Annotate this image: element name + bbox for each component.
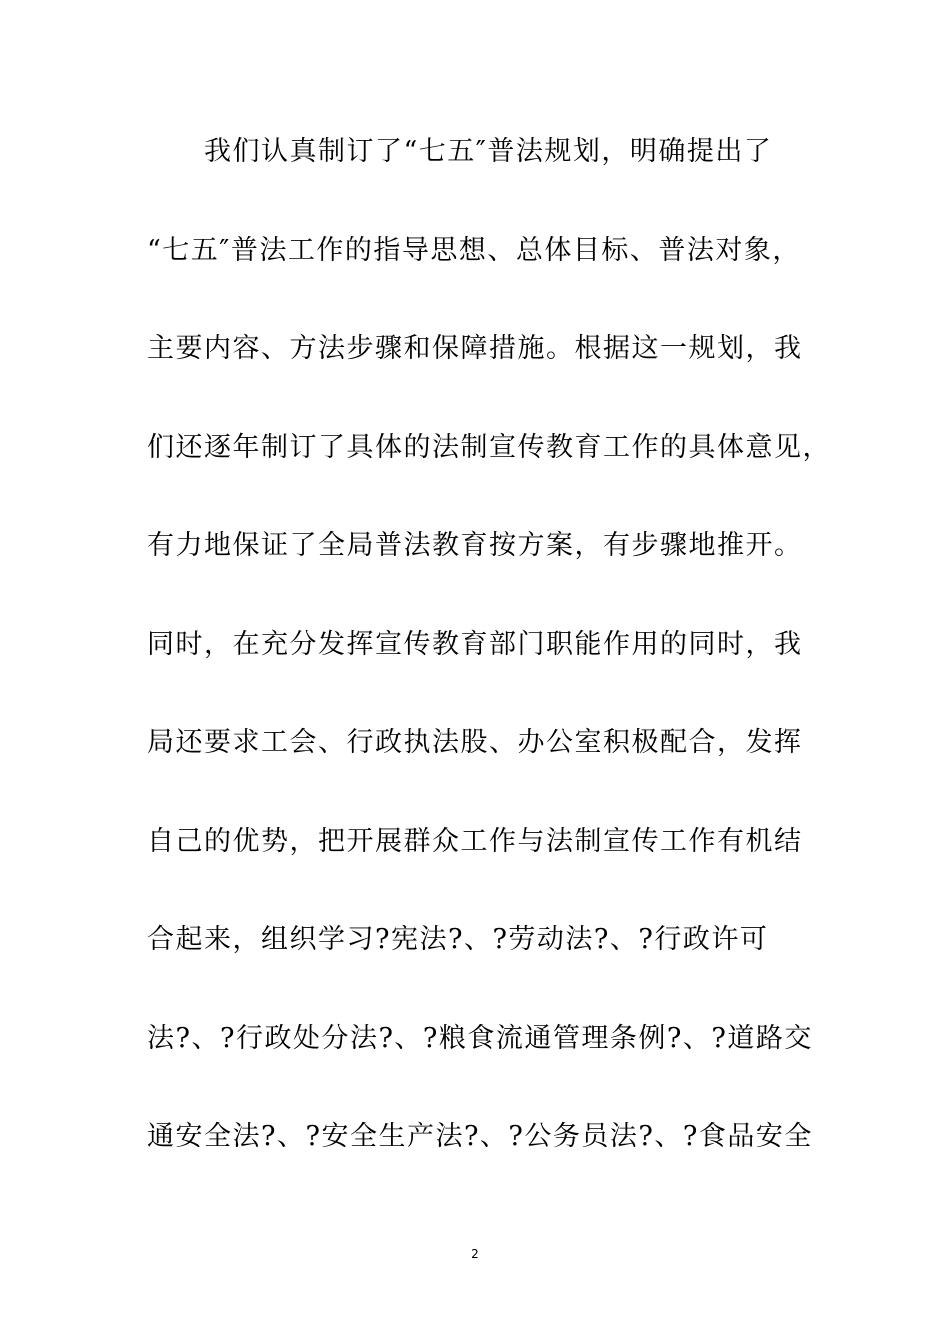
paragraph-line: 主要内容、方法步骤和保障措施。根据这一规划，我 xyxy=(147,333,803,364)
paragraph-line: 同时，在充分发挥宣传教育部门职能作用的同时，我 xyxy=(147,628,803,660)
paragraph-line: 通安全法?、?安全生产法?、?公务员法?、?食品安全 xyxy=(147,1121,813,1152)
paragraph-line: 我们认真制订了“七五″普法规划，明确提出了 xyxy=(204,136,773,167)
paragraph-line: 自己的优势，把开展群众工作与法制宣传工作有机结 xyxy=(147,825,803,857)
page-number: 2 xyxy=(471,1247,479,1261)
paragraph-line: 有力地保证了全局普法教育按方案，有步骤地推开。 xyxy=(147,530,803,561)
paragraph-line: 合起来，组织学习?宪法?、?劳动法?、?行政许可 xyxy=(147,924,769,955)
body-text xyxy=(147,128,831,1212)
paragraph-line: 们还逐年制订了具体的法制宣传教育工作的具体意见， xyxy=(147,431,831,463)
paragraph-line: 法?、?行政处分法?、?粮食流通管理条例?、?道路交 xyxy=(147,1022,813,1054)
paragraph-line: 局还要求工会、行政执法股、办公室积极配合，发挥 xyxy=(147,727,803,758)
paragraph-line: “七五″普法工作的指导思想、总体目标、普法对象， xyxy=(147,234,801,266)
